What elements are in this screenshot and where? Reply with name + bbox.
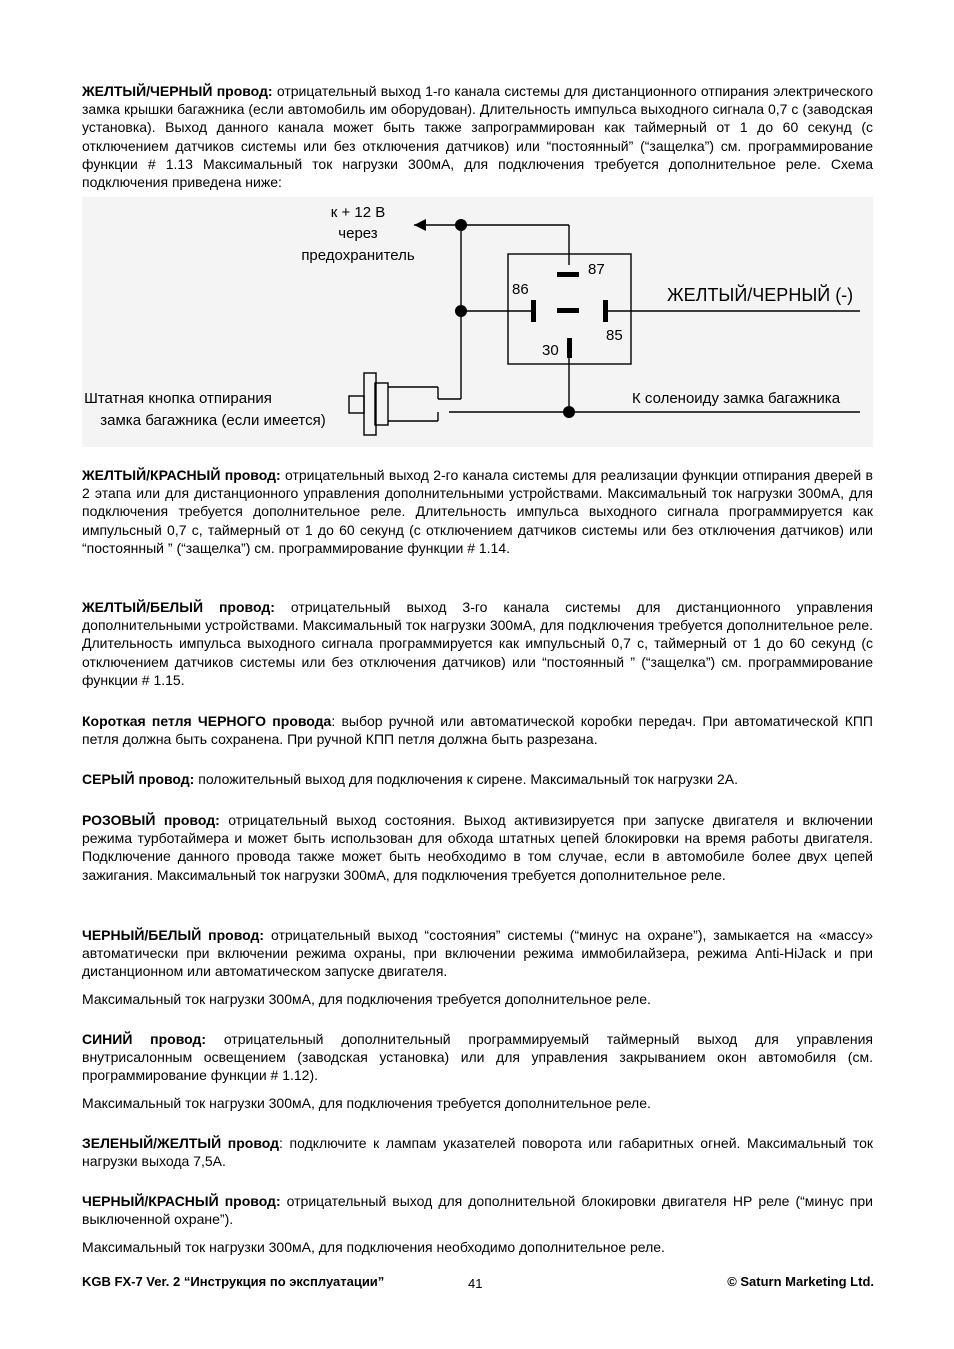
power-label-line1: к + 12 В bbox=[330, 204, 386, 221]
contact-87 bbox=[557, 272, 579, 277]
paragraph-body: отрицательный выход состояния. Выход активизируется при запуске двигателя и включении режима турботаймера и может быть использован для обхода штатных цепей блокировки на время работы двигателя. Подключение данного провода также может быть необходимо в том случае, если в автомобиле более двух цепей зажигания. Максимальный ток нагрузки 300мА, для подключения требуется дополнительное реле. bbox=[82, 812, 874, 883]
paragraph-body: выбор ручной или автоматической коробки передач. При автоматической КПП петля должна быть сохранена. При ручной КПП петля должна быть разрезана. bbox=[82, 713, 873, 748]
pin-label-87: 87 bbox=[588, 261, 605, 278]
paragraph-heading: ЧЕРНЫЙ/КРАСНЫЙ провод: bbox=[82, 1193, 281, 1209]
paragraph-heading: ЧЕРНЫЙ/БЕЛЫЙ провод: bbox=[82, 927, 265, 943]
paragraph-yellow-black bbox=[82, 82, 873, 191]
paragraph-body: отрицательный выход 1-го канала системы для дистанционного отпирания электрического замка крышки багажника (если автомобиль им оборудован). Длительность импульса выходного сигнала 0,7 с (заводская установка). Выход данного канала может быть также запрограммирован как таймерный от 1 до 60 секунд (с отключением датчиков системы или без отключения датчиков) или “постоянный” (“защелка”) см. программирование функции # 1.13 Максимальный ток нагрузки 300мА, для подключения требуется дополнительное реле. Схема подключения приведена ниже: bbox=[82, 83, 873, 191]
paragraph-body: Максимальный ток нагрузки 300мА, для подключения необходимо дополнительное реле. bbox=[82, 1239, 665, 1255]
pin-label-86: 86 bbox=[512, 281, 529, 298]
contact-85 bbox=[603, 300, 608, 322]
paragraph-body: отрицательный выход для дополнительной блокировки двигателя НР реле (“минус при выключенной охране”). bbox=[82, 1193, 873, 1228]
footer-title: KGB FX-7 Ver. 2 “Инструкция по эксплуатации” bbox=[82, 1274, 385, 1289]
paragraph-pink bbox=[82, 811, 873, 884]
contact-center bbox=[557, 308, 579, 313]
paragraph-body: Максимальный ток нагрузки 300мА, для подключения требуется дополнительное реле. bbox=[82, 991, 651, 1007]
paragraph-black-loop: Короткая петля ЧЕРНОГО провода: выбор ручной или автоматической коробки передач. При автоматической КПП петля должна быть сохранена. При ручной КПП петля должна быть разрезана. bbox=[82, 713, 873, 748]
button-label-line1: Штатная кнопка отпирания bbox=[84, 390, 272, 407]
paragraph-heading: ЖЕЛТЫЙ/БЕЛЫЙ провод: bbox=[82, 599, 275, 615]
button-label-line2: замка багажника (если имеется) bbox=[100, 412, 326, 429]
paragraph-body: положительный выход для подключения к сирене. Максимальный ток нагрузки 2А. bbox=[198, 771, 739, 787]
power-label-line2: через bbox=[338, 225, 378, 242]
paragraph-black-red bbox=[82, 1192, 873, 1228]
paragraph-body: отрицательный выход 2-го канала системы для реализации функции отпирания дверей в 2 этапа или для дистанционного управления дополнительными устройствами. Максимальный ток нагрузки 300мА, для подключения требуется дополнительное реле. Длительность импульса выходного сигнала программируется как импульсный 0,7 с, таймерный от 1 до 60 секунд (с отключением датчиков системы или без отключения датчиков) или “постоянный ” (“защелка”) см. программирование функции # 1.14. bbox=[82, 467, 873, 556]
paragraph-body: Максимальный ток нагрузки 300мА, для подключения требуется дополнительное реле. bbox=[82, 1095, 651, 1111]
paragraph-heading: ЖЕЛТЫЙ/КРАСНЫЙ провод: bbox=[82, 467, 281, 483]
paragraph-black-white bbox=[82, 926, 873, 981]
paragraph-green-yellow: ЗЕЛЕНЫЙ/ЖЕЛТЫЙ провод: подключите к лампам указателей поворота или габаритных огней. Максимальный ток нагрузки выхода 7,5А. bbox=[82, 1135, 873, 1170]
paragraph-grey bbox=[82, 770, 873, 788]
paragraph-black-white-current bbox=[82, 990, 873, 1008]
paragraph-heading: РОЗОВЫЙ провод: bbox=[82, 812, 220, 828]
diagram-background bbox=[82, 197, 873, 447]
paragraph-heading: Короткая петля ЧЕРНОГО провода bbox=[82, 713, 332, 729]
paragraph-heading: ЖЕЛТЫЙ/ЧЕРНЫЙ провод: bbox=[82, 83, 273, 99]
relay-wiring-diagram bbox=[82, 197, 873, 447]
solenoid-label: К соленоиду замка багажника bbox=[632, 390, 841, 407]
paragraph-blue-current bbox=[82, 1094, 873, 1112]
paragraph-body: отрицательный дополнительный программируемый таймерный выход для управления внутрисалонным освещением (заводская установка) или для управления закрыванием окон автомобиля (см. программирование функции # 1.12). bbox=[82, 1031, 874, 1084]
paragraph-body: подключите к лампам указателей поворота или габаритных огней. Максимальный ток нагрузки выхода 7,5А. bbox=[82, 1135, 873, 1170]
junction-dot bbox=[455, 305, 467, 317]
pin-label-30: 30 bbox=[542, 342, 559, 359]
junction-dot bbox=[455, 219, 467, 231]
paragraph-yellow-white bbox=[82, 598, 873, 689]
page-number: 41 bbox=[468, 1276, 483, 1291]
paragraph-heading: СЕРЫЙ провод: bbox=[82, 771, 195, 787]
pin-label-85: 85 bbox=[606, 327, 623, 344]
power-label-line3: предохранитель bbox=[301, 247, 415, 264]
paragraph-blue bbox=[82, 1030, 873, 1085]
paragraph-heading: ЗЕЛЕНЫЙ/ЖЕЛТЫЙ провод bbox=[82, 1135, 280, 1151]
paragraph-yellow-red bbox=[82, 466, 873, 557]
contact-30 bbox=[567, 338, 572, 358]
contact-86 bbox=[531, 300, 536, 322]
paragraph-body: отрицательный выход 3-го канала системы для дистанционного управления дополнительными устройствами. Максимальный ток нагрузки 300мА, для подключения требуется дополнительное реле. Длительность импульса выходного сигнала программируется как импульсный 0,7 с, таймерный от 1 до 60 секунд (с отключением датчиков системы или без отключения датчиков) или “постоянный ” (“защелка”) см. программирование функции # 1.15. bbox=[82, 599, 874, 688]
footer-copyright: © Saturn Marketing Ltd. bbox=[727, 1274, 874, 1289]
paragraph-body: отрицательный выход “состояния” системы (“минус на охране”), замыкается на «массу» автоматически при включении режима охраны, при включении режима иммобилайзера, режима Anti-HiJack и при дистанционном или автоматическом запуске двигателя. bbox=[82, 927, 874, 980]
paragraph-black-red-current bbox=[82, 1238, 873, 1256]
paragraph-heading: СИНИЙ провод: bbox=[82, 1031, 207, 1047]
junction-dot bbox=[563, 406, 575, 418]
output-label: ЖЕЛТЫЙ/ЧЕРНЫЙ (-) bbox=[667, 285, 854, 305]
